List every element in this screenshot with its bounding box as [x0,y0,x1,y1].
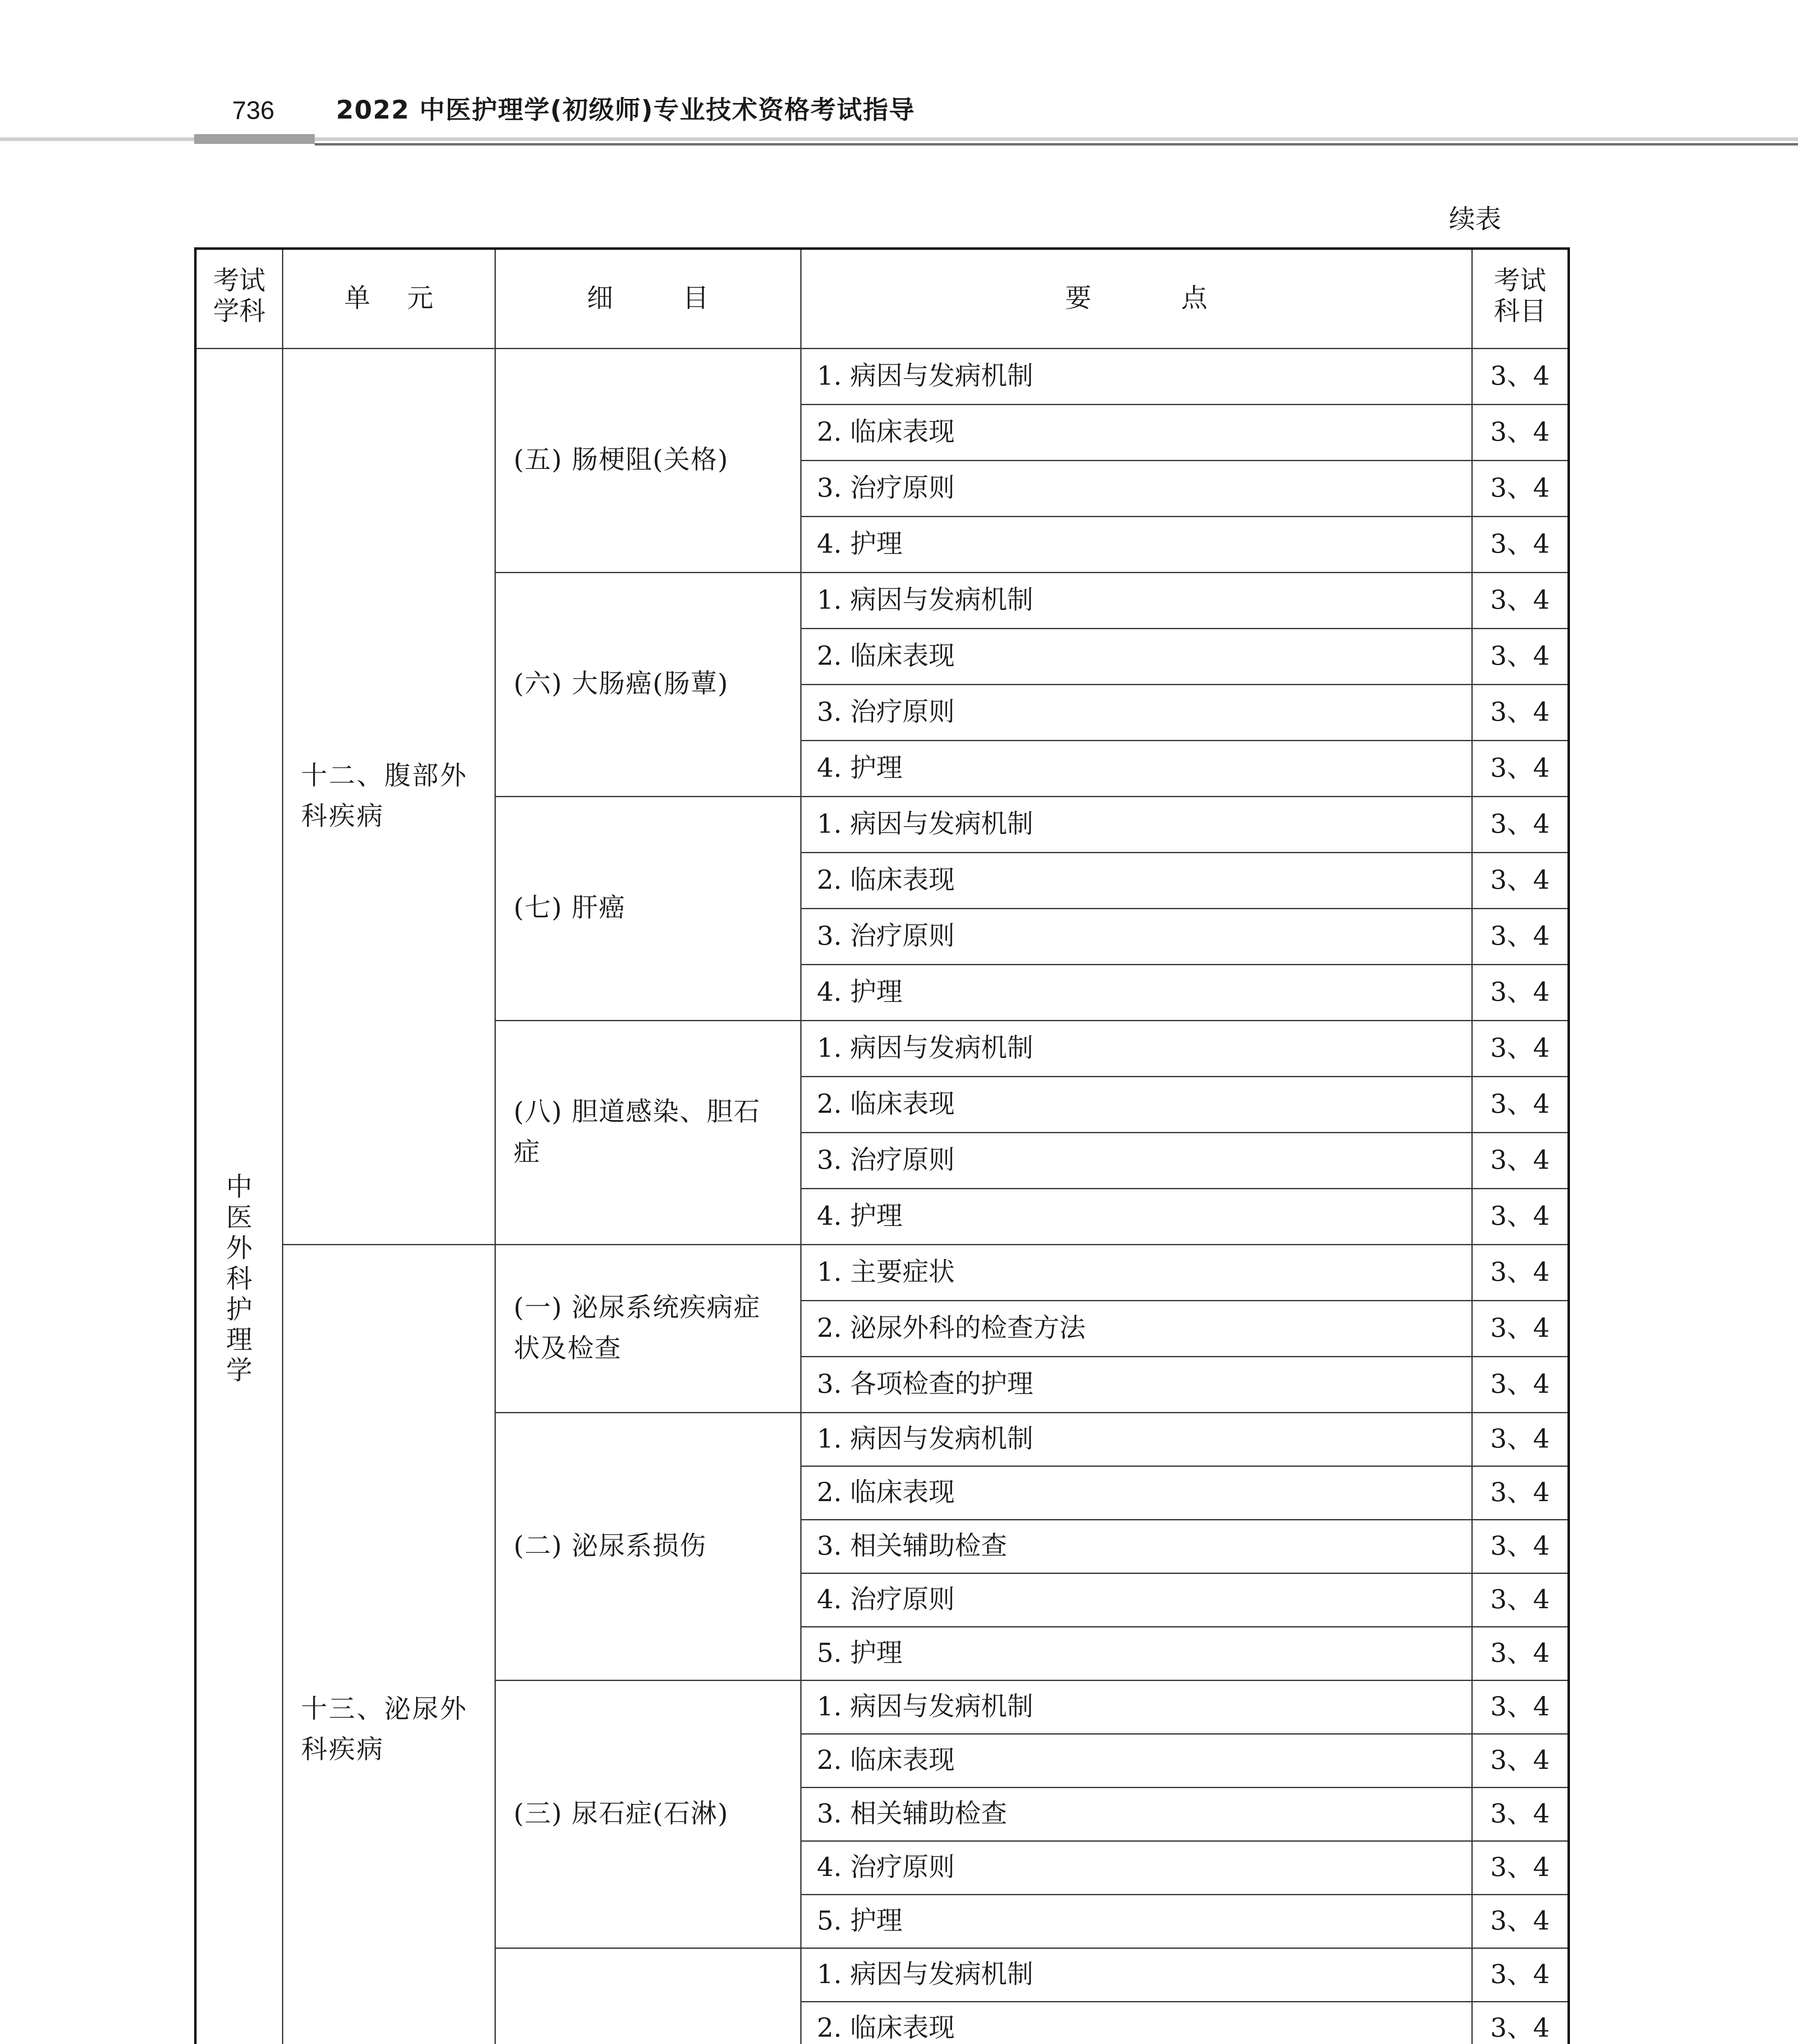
table-header-row [195,249,1569,348]
point-cell: 3. 相关辅助检查 [801,1520,1472,1573]
column-header-exam-code: 考试科目 [1472,249,1569,348]
column-header-unit: 单元 [282,249,495,348]
point-cell: 5. 护理 [801,1627,1472,1680]
point-cell: 3. 治疗原则 [801,1132,1472,1188]
point-cell: 5. 护理 [801,1894,1472,1948]
point-cell: 1. 病因与发病机制 [801,796,1472,852]
exam-code-cell: 3、4 [1472,1894,1569,1948]
exam-code-cell: 3、4 [1472,1787,1569,1841]
exam-code-cell: 3、4 [1472,852,1569,908]
point-cell: 1. 病因与发病机制 [801,348,1472,404]
syllabus-table [194,247,1570,2044]
point-cell: 4. 护理 [801,740,1472,796]
point-cell: 4. 护理 [801,964,1472,1020]
exam-code-cell: 3、4 [1472,572,1569,628]
page-number: 736 [232,96,275,125]
exam-code-cell: 3、4 [1472,460,1569,516]
point-cell: 2. 临床表现 [801,1734,1472,1787]
item-cell: (七) 肝癌 [495,796,801,1020]
exam-code-cell: 3、4 [1472,628,1569,684]
item-cell: (五) 肠梗阻(关格) [495,348,801,572]
exam-code-cell: 3、4 [1472,1132,1569,1188]
table-row [195,1244,1569,1300]
exam-code-cell: 3、4 [1472,964,1569,1020]
point-cell: 2. 临床表现 [801,1076,1472,1132]
point-cell: 2. 临床表现 [801,628,1472,684]
point-cell: 1. 病因与发病机制 [801,1412,1472,1466]
point-cell: 1. 病因与发病机制 [801,1020,1472,1076]
point-cell: 2. 临床表现 [801,852,1472,908]
unit-cell: 十三、泌尿外科疾病 [282,1244,495,2044]
item-cell: (一) 泌尿系统疾病症状及检查 [495,1244,801,1412]
item-cell: (二) 泌尿系损伤 [495,1412,801,1680]
point-cell: 3. 相关辅助检查 [801,1787,1472,1841]
item-cell: (六) 大肠癌(肠蕈) [495,572,801,796]
point-cell: 1. 病因与发病机制 [801,572,1472,628]
exam-code-cell: 3、4 [1472,1300,1569,1356]
point-cell: 1. 病因与发病机制 [801,1948,1472,2001]
book-title: 2022 中医护理学(初级师)专业技术资格考试指导 [336,95,915,125]
exam-code-cell: 3、4 [1472,1356,1569,1412]
exam-code-cell: 3、4 [1472,1520,1569,1573]
exam-code-cell: 3、4 [1472,796,1569,852]
point-cell: 2. 临床表现 [801,404,1472,460]
subject-cell: 中医外科护理学 [195,348,282,2044]
column-header-item: 细目 [495,249,801,348]
continued-table-label: 续表 [1449,204,1501,235]
point-cell: 4. 治疗原则 [801,1841,1472,1894]
exam-code-cell: 3、4 [1472,1573,1569,1627]
point-cell: 4. 治疗原则 [801,1573,1472,1627]
point-cell: 2. 临床表现 [801,2001,1472,2044]
exam-code-cell: 3、4 [1472,740,1569,796]
point-cell: 1. 病因与发病机制 [801,1680,1472,1734]
point-cell: 3. 治疗原则 [801,684,1472,740]
exam-code-cell: 3、4 [1472,404,1569,460]
point-cell: 3. 治疗原则 [801,908,1472,964]
header-rule-accent [194,134,315,144]
exam-code-cell: 3、4 [1472,1466,1569,1520]
item-cell [495,1948,801,2044]
exam-code-cell: 3、4 [1472,1841,1569,1894]
column-header-point: 要点 [801,249,1472,348]
point-cell: 3. 各项检查的护理 [801,1356,1472,1412]
point-cell: 2. 临床表现 [801,1466,1472,1520]
exam-code-cell: 3、4 [1472,1948,1569,2001]
exam-code-cell: 3、4 [1472,1412,1569,1466]
point-cell: 3. 治疗原则 [801,460,1472,516]
exam-code-cell: 3、4 [1472,348,1569,404]
column-header-subject: 考试学科 [195,249,282,348]
exam-code-cell: 3、4 [1472,2001,1569,2044]
point-cell: 2. 泌尿外科的检查方法 [801,1300,1472,1356]
exam-code-cell: 3、4 [1472,1734,1569,1787]
exam-code-cell: 3、4 [1472,908,1569,964]
exam-code-cell: 3、4 [1472,1020,1569,1076]
item-cell: (八) 胆道感染、胆石症 [495,1020,801,1244]
point-cell: 4. 护理 [801,516,1472,572]
exam-code-cell: 3、4 [1472,684,1569,740]
point-cell: 1. 主要症状 [801,1244,1472,1300]
table-row [195,348,1569,404]
item-cell: (三) 尿石症(石淋) [495,1680,801,1948]
header-rule-dark [315,143,1798,146]
exam-code-cell: 3、4 [1472,1076,1569,1132]
exam-code-cell: 3、4 [1472,516,1569,572]
exam-code-cell: 3、4 [1472,1188,1569,1244]
exam-code-cell: 3、4 [1472,1627,1569,1680]
exam-code-cell: 3、4 [1472,1244,1569,1300]
exam-code-cell: 3、4 [1472,1680,1569,1734]
point-cell: 4. 护理 [801,1188,1472,1244]
unit-cell: 十二、腹部外科疾病 [282,348,495,1244]
